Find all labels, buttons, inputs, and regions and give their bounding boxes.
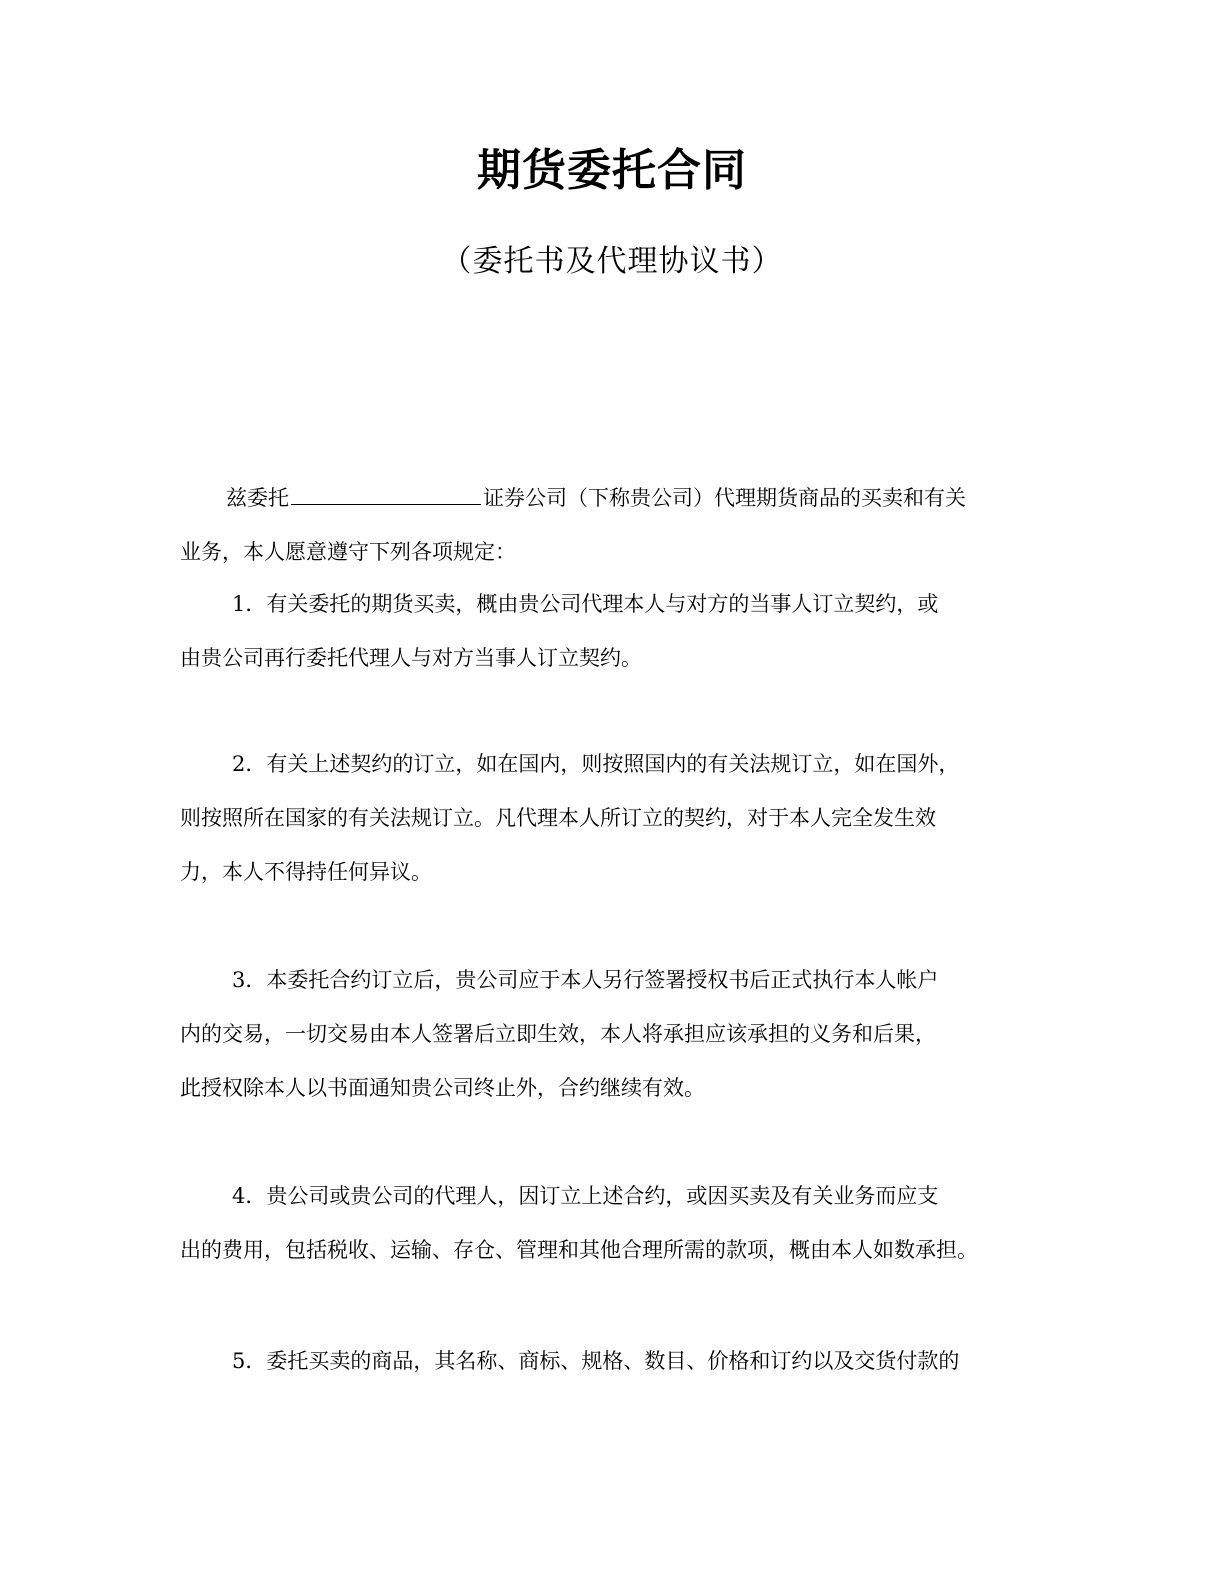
clause-3 [180,953,1050,1115]
intro-line-2: 业务，本人愿意遵守下列各项规定： [180,540,516,564]
clause-4 [180,1169,1050,1277]
clause-5-line-1: 5．委托买卖的商品，其名称、商标、规格、数目、价格和订约以及交货付款的 [232,1349,960,1373]
clause-1 [180,577,1050,685]
company-name-blank [291,482,481,505]
clause-1-line-1: 1．有关委托的期货买卖，概由贵公司代理本人与对方的当事人订立契约，或 [232,592,939,616]
clause-1-line-2: 由贵公司再行委托代理人与对方当事人订立契约。 [180,646,642,670]
document-subtitle: （委托书及代理协议书） [441,244,783,279]
clause-3-line-1: 3．本委托合约订立后，贵公司应于本人另行签署授权书后正式执行本人帐户 [232,968,939,992]
clause-2-line-1: 2．有关上述契约的订立，如在国内，则按照国内的有关法规订立，如在国外， [232,752,960,776]
clause-4-line-1: 4．贵公司或贵公司的代理人，因订立上述合约，或因买卖及有关业务而应支 [232,1184,939,1208]
clause-5 [180,1334,1050,1388]
clause-3-line-3: 此授权除本人以书面通知贵公司终止外，合约继续有效。 [180,1076,705,1100]
clause-2-line-3: 力，本人不得持任何异议。 [180,860,432,884]
intro-line-1 [180,471,1050,525]
document-title: 期货委托合同 [477,145,747,196]
clause-2 [180,737,1050,899]
clause-4-line-2: 出的费用，包括税收、运输、存仓、管理和其他合理所需的款项，概由本人如数承担。 [180,1238,978,1262]
clause-2-line-2: 则按照所在国家的有关法规订立。凡代理本人所订立的契约，对于本人完全发生效 [180,806,936,830]
intro-text-after-blank: 证券公司（下称贵公司）代理期货商品的买卖和有关 [483,486,966,510]
clause-3-line-2: 内的交易，一切交易由本人签署后立即生效，本人将承担应该承担的义务和后果， [180,1022,936,1046]
intro-paragraph [180,471,1050,579]
intro-text-before-blank: 兹委托 [226,486,289,510]
